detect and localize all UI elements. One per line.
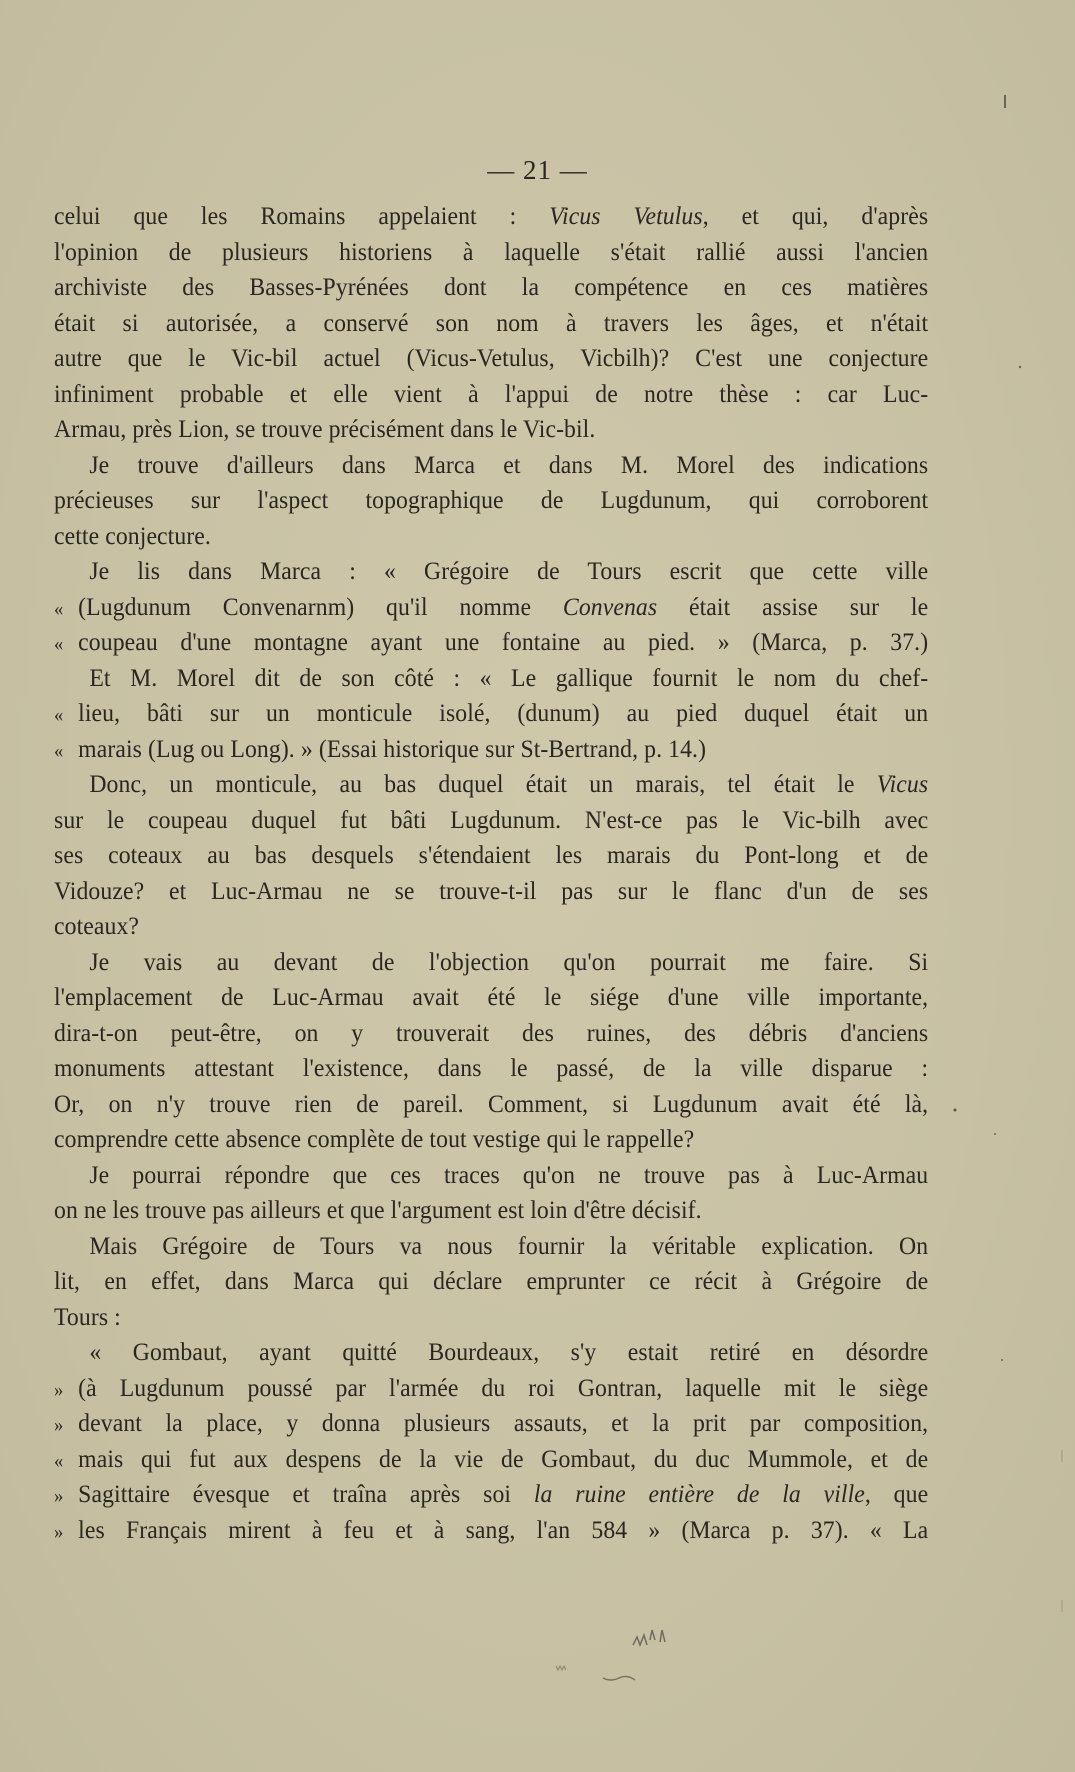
text-line: infiniment probable et elle vient à l'appui de notre thèse : car Luc- bbox=[54, 378, 929, 408]
text-line: on ne les trouve pas ailleurs et que l'argument est loin d'être décisif. bbox=[54, 1195, 702, 1224]
text-line: cette conjecture. bbox=[54, 520, 211, 550]
text-run: lieu, bâti sur un monticule isolé, (dunum) au pied duquel était un bbox=[78, 698, 929, 727]
quote-mark: » bbox=[54, 1414, 64, 1436]
text-run: celui que les Romains appelaient : bbox=[54, 201, 550, 230]
text-run: , et qui, d'après bbox=[702, 201, 929, 230]
paragraph-start-line: Je lis dans Marca : « Grégoire de Tours escrit que cette ville bbox=[89, 556, 929, 585]
paragraph-start-line: Je trouve d'ailleurs dans Marca et dans M. Morel des indications bbox=[89, 449, 929, 479]
text-run: marais (Lug ou Long). » (Essai historique sur St-Bertrand, p. 14.) bbox=[78, 733, 707, 763]
quote-mark: » bbox=[54, 1378, 64, 1401]
quoted-line bbox=[54, 731, 928, 767]
text-line: coteaux? bbox=[54, 911, 140, 940]
paragraph-start-line: Je pourrai répondre que ces traces qu'on ne trouve pas à Luc-Armau bbox=[89, 1159, 929, 1189]
quoted-line bbox=[54, 1476, 928, 1512]
quote-mark: « bbox=[54, 739, 64, 762]
text-line: était si autorisée, a conservé son nom à travers les âges, et n'était bbox=[54, 307, 929, 337]
italic-term-vicus: Vicus bbox=[876, 769, 929, 798]
quoted-line bbox=[54, 695, 928, 731]
paragraph-start-line bbox=[54, 766, 928, 802]
quoted-line bbox=[54, 624, 928, 660]
text-line: Armau, près Lion, se trouve précisément dans le Vic-bil. bbox=[54, 414, 596, 443]
paragraph-start-line: Mais Grégoire de Tours va nous fournir la véritable explication. On bbox=[89, 1230, 929, 1260]
paragraph-start-line: Et M. Morel dit de son côté : « Le gallique fournit le nom du chef- bbox=[89, 662, 929, 692]
text-line: ses coteaux au bas desquels s'étendaient les marais du Pont-long et de bbox=[54, 840, 929, 869]
text-run: mais qui fut aux despens de la vie de Gombaut, du duc Mummole, et de bbox=[78, 1443, 929, 1473]
quoted-line bbox=[54, 1370, 928, 1406]
text-line: sur le coupeau duquel fut bâti Lugdunum. N'est-ce pas le Vic-bilh avec bbox=[54, 804, 929, 834]
italic-phrase-ruine-entiere: la ruine entière de la ville bbox=[533, 1479, 865, 1508]
text-line: dira-t-on peut-être, on y trouverait des ruines, des débris d'anciens bbox=[54, 1017, 929, 1047]
text-run: (Lugdunum Convenarnm) qu'il nomme bbox=[78, 591, 563, 621]
quoted-line bbox=[54, 1512, 928, 1548]
text-line: comprendre cette absence complète de tout vestige qui le rappelle? bbox=[54, 1124, 695, 1153]
text-run: (à Lugdunum poussé par l'armée du roi Gontran, laquelle mit le siège bbox=[78, 1372, 929, 1402]
text-run: devant la place, y donna plusieurs assauts, et la prit par composition, bbox=[78, 1408, 929, 1437]
text-line: Tours : bbox=[54, 1301, 121, 1331]
text-run: Sagittaire évesque et traîna après soi bbox=[78, 1479, 534, 1508]
quote-mark: » bbox=[54, 1520, 64, 1543]
quote-mark: » bbox=[54, 1485, 64, 1507]
quote-mark: « bbox=[54, 633, 64, 655]
text-line: précieuses sur l'aspect topographique de Lugdunum, qui corroborent bbox=[54, 485, 929, 514]
text-run: , que bbox=[864, 1479, 929, 1508]
text-run: les Français mirent à feu et à sang, l'an 584 » (Marca p. 37). « La bbox=[78, 1514, 929, 1544]
paragraph-start-line: « Gombaut, ayant quitté Bourdeaux, s'y estait retiré en désordre bbox=[89, 1337, 929, 1366]
text-line: monuments attestant l'existence, dans le passé, de la ville disparue : bbox=[54, 1053, 929, 1082]
body-text bbox=[54, 198, 928, 1547]
text-run: Donc, un monticule, au bas duquel était un marais, tel était le bbox=[89, 769, 877, 798]
quoted-line bbox=[54, 1441, 928, 1477]
quote-mark: « bbox=[54, 597, 64, 620]
text-line: autre que le Vic-bil actuel (Vicus-Vetulus, Vicbilh)? C'est une conjecture bbox=[54, 343, 929, 372]
text-line: l'opinion de plusieurs historiens à laquelle s'était rallié aussi l'ancien bbox=[54, 236, 929, 266]
quoted-line bbox=[54, 1405, 928, 1441]
quoted-line bbox=[54, 589, 928, 625]
text-line bbox=[54, 198, 928, 234]
italic-term-vicus-vetulus: Vicus Vetulus bbox=[549, 201, 703, 230]
text-line: archiviste des Basses-Pyrénées dont la compétence en ces matières bbox=[54, 272, 929, 301]
text-line: l'emplacement de Luc-Armau avait été le siége d'une ville importante, bbox=[54, 982, 929, 1011]
quote-mark: « bbox=[54, 704, 64, 726]
text-line: lit, en effet, dans Marca qui déclare emprunter ce récit à Grégoire de bbox=[54, 1266, 929, 1295]
page-number: — 21 — bbox=[487, 155, 588, 185]
text-run: était assise sur le bbox=[657, 591, 929, 621]
quote-mark: « bbox=[54, 1449, 64, 1472]
italic-term-convenas: Convenas bbox=[562, 591, 658, 621]
text-run: coupeau d'une montagne ayant une fontaine au pied. » (Marca, p. 37.) bbox=[78, 627, 929, 656]
text-line: Vidouze? et Luc-Armau ne se trouve-t-il pas sur le flanc d'un de ses bbox=[54, 875, 929, 905]
text-line: Or, on n'y trouve rien de pareil. Comment, si Lugdunum avait été là, bbox=[54, 1088, 929, 1118]
paragraph-start-line: Je vais au devant de l'objection qu'on pourrait me faire. Si bbox=[89, 946, 929, 976]
